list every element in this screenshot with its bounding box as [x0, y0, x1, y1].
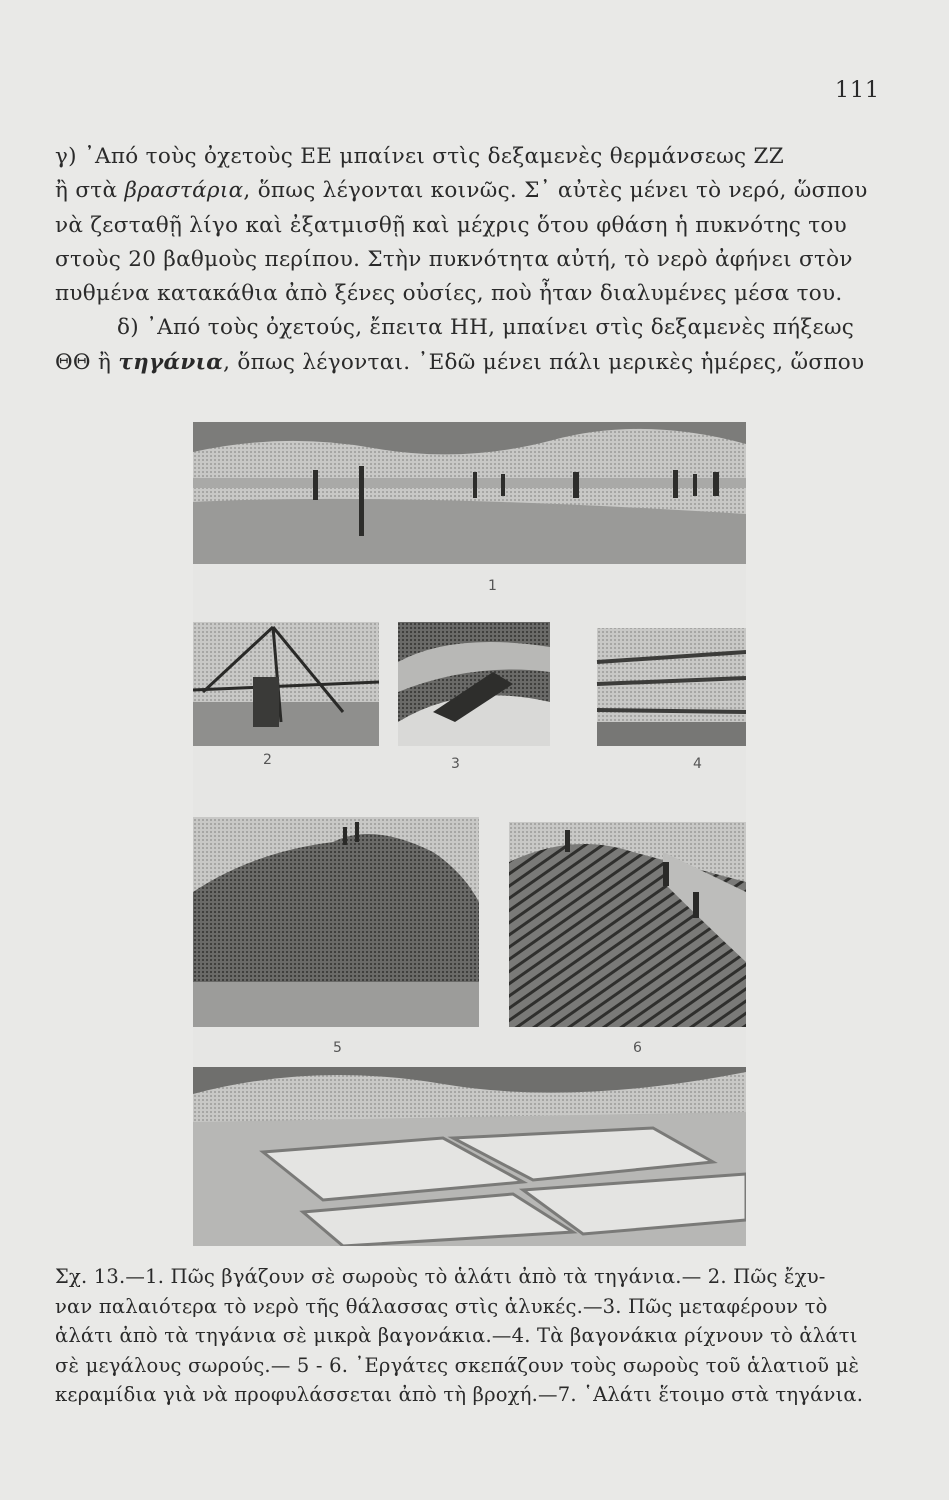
term-tigania: τηγάνια [118, 349, 224, 375]
body-line: ἢ στὰ βραστάρια, ὅπως λέγονται κοινῶς. Σ᾿ αὐτὲς μένει τὸ νερό, ὥσπου [55, 178, 868, 204]
photo-panel-5 [193, 817, 479, 1027]
photo-collage-figure [193, 422, 746, 1246]
body-line: πυθμένα κατακάθια ἀπὸ ξένες οὐσίες, ποὺ ἦταν διαλυμένες μέσα του. [55, 281, 843, 307]
photo-panel-2 [193, 622, 379, 746]
caption-line: Σχ. 13.—1. Πῶς βγάζουν σὲ σωροὺς τὸ ἁλάτι ἀπὸ τὰ τηγάνια.— 2. Πῶς ἔχυ- [55, 1265, 826, 1288]
caption-line: ναν παλαιότερα τὸ νερὸ τῆς θάλασσας στὶς ἁλυκές.—3. Πῶς μεταφέρουν τὸ [55, 1294, 828, 1318]
body-line: ΘΘ ἢ τηγάνια, ὅπως λέγονται. ᾿Εδῶ μένει πάλι μερικὲς ἡμέρες, ὥσπου [55, 349, 865, 375]
photo-panel-3 [398, 622, 550, 746]
photo-panel-1 [193, 422, 746, 564]
panel-label-6: 6 [633, 1040, 642, 1056]
panel-label-4: 4 [693, 756, 702, 772]
body-line: γ) ᾿Από τοὺς ὀχετοὺς ΕΕ μπαίνει στὶς δεξαμενὲς θερμάνσεως ΖΖ [55, 144, 784, 169]
term-brastaria: βραστάρια [124, 178, 244, 204]
body-line: δ) ᾿Από τοὺς ὀχετούς, ἔπειτα ΗΗ, μπαίνει στὶς δεξαμενὲς πήξεως [117, 315, 855, 341]
photo-panel-6 [509, 822, 746, 1027]
body-line: στοὺς 20 βαθμοὺς περίπου. Στὴν πυκνότητα αὐτή, τὸ νερὸ ἀφήνει στὸν [55, 246, 853, 272]
caption-line: ἁλάτι ἀπὸ τὰ τηγάνια σὲ μικρὰ βαγονάκια.—4. Τὰ βαγονάκια ρίχνουν τὸ ἁλάτι [55, 1324, 858, 1347]
page-number: 111 [835, 78, 880, 103]
figure-caption [55, 1262, 890, 1410]
body-text [55, 140, 885, 380]
photo-panel-7 [193, 1067, 746, 1246]
panel-label-2: 2 [263, 752, 272, 768]
caption-line: κεραμίδια γιὰ νὰ προφυλάσσεται ἀπὸ τὴ βροχή.—7. ῾Αλάτι ἕτοιμο στὰ τηγάνια. [55, 1383, 864, 1406]
panel-label-3: 3 [451, 756, 460, 772]
body-line: νὰ ζεσταθῇ λίγο καὶ ἐξατμισθῇ καὶ μέχρις ὅτου φθάση ἡ πυκνότης του [55, 212, 848, 238]
photo-panel-4 [597, 628, 746, 746]
panel-label-5: 5 [333, 1040, 342, 1056]
panel-label-1: 1 [488, 578, 497, 594]
caption-line: σὲ μεγάλους σωρούς.— 5 - 6. ᾿Εργάτες σκεπάζουν τοὺς σωροὺς τοῦ ἁλατιοῦ μὲ [55, 1353, 860, 1377]
